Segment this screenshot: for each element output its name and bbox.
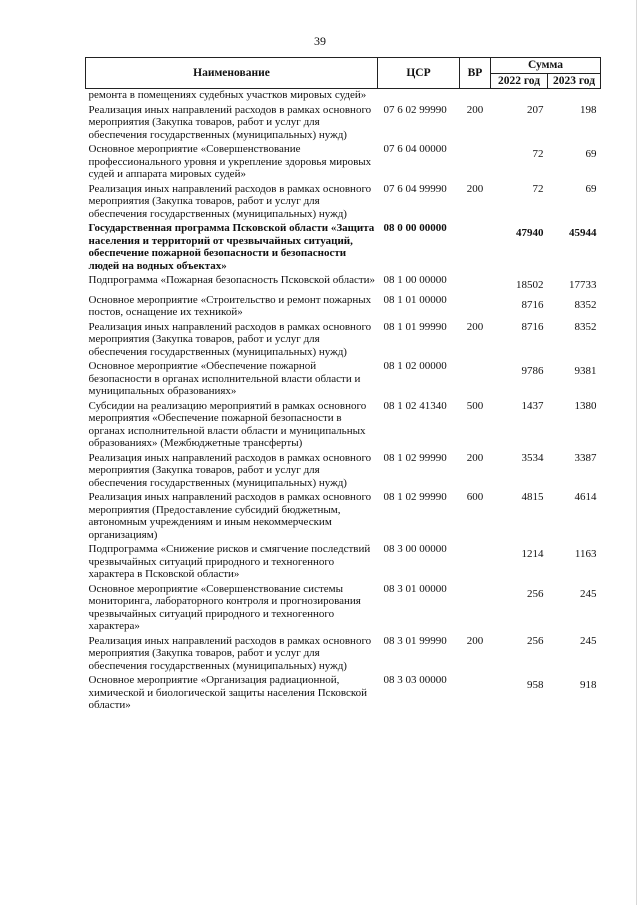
page-number: 39 [314,34,326,48]
row-name: Субсидии на реализацию мероприятий в рамках основного мероприятия «Обеспечение пожарной безопасности в органах исполнительной власти области и муниципальных образованиях» (Межбюджетные трансферты) [88,399,367,449]
row-csr: 08 3 01 99990 [383,634,447,647]
row-vr: 200 [466,634,484,647]
header-year-2022: 2022 год [491,73,548,89]
row-csr: 08 1 02 41340 [383,399,447,412]
row-name: Реализация иных направлений расходов в рамках основного мероприятия (Закупка товаров, работ и услуг для обеспечения государственных (муниципальных) нужд) [88,182,372,220]
row-sum-2022 [491,89,548,104]
header-year-2023: 2023 год [548,73,601,89]
budget-table [85,57,601,714]
row-sum-2023: 8352 [574,320,597,333]
table-body [86,89,601,714]
header-csr: ЦСР [378,58,460,89]
table-row [86,321,601,361]
row-sum-2023: 69 [585,182,597,195]
row-name: Реализация иных направлений расходов в рамках основного мероприятия (Закупка товаров, работ и услуг для обеспечения государственных (муниципальных) нужд) [88,103,372,141]
table-row [86,400,601,452]
row-csr: 08 1 02 99990 [383,491,447,503]
row-sum-2023: 69 [585,148,597,160]
row-sum-2023: 17733 [569,279,597,291]
table-row [86,274,601,294]
row-csr: 08 1 00 00000 [383,274,447,286]
row-vr [460,89,491,104]
table-row [86,104,601,144]
row-vr: 200 [466,103,484,116]
row-sum-2022: 256 [527,587,544,600]
row-name: Реализация иных направлений расходов в рамках основного мероприятия (Закупка товаров, работ и услуг для обеспечения государственных (муниципальных) нужд) [88,320,372,358]
row-vr [460,274,491,294]
table-row [86,294,601,321]
table-row [86,452,601,492]
row-vr: 200 [466,451,484,464]
table-row [86,222,601,274]
row-sum-2023: 1163 [574,548,597,560]
row-sum-2023: 8352 [574,298,597,311]
row-vr: 600 [466,491,484,503]
table-row [86,143,601,183]
row-vr: 200 [466,320,484,333]
table-row [86,583,601,635]
row-sum-2022: 72 [532,148,544,160]
row-vr [460,143,491,183]
row-sum-2022: 3534 [521,451,544,464]
row-sum-2023: 3387 [574,451,597,464]
row-csr: 08 1 01 99990 [383,320,447,333]
row-sum-2022: 958 [527,679,544,691]
row-name: Основное мероприятие «Обеспечение пожарной безопасности в органах исполнительной власти области и муниципальных образованиях» [88,360,361,397]
row-sum-2022: 8716 [521,298,544,311]
row-csr: 08 3 00 00000 [383,543,447,555]
row-vr [460,543,491,583]
row-csr: 08 3 01 00000 [383,582,447,595]
row-csr [378,89,460,104]
row-csr: 07 6 04 00000 [383,143,447,155]
row-sum-2023: 198 [580,103,597,116]
row-sum-2022: 18502 [516,279,544,291]
row-name: Основное мероприятие «Строительство и ремонт пожарных постов, оснащение их техникой» [88,293,372,318]
row-name: Основное мероприятие «Совершенствование системы мониторинга, лабораторного контроля и прогнозирования чрезвычайных ситуаций природного и техногенного характера» [88,582,361,632]
row-sum-2022: 8716 [521,320,544,333]
header-name: Наименование [86,58,378,89]
row-csr: 08 1 02 00000 [383,360,447,372]
table-row [86,543,601,583]
row-name: Государственная программа Псковской области «Защита населения и территорий от чрезвычайных ситуаций, обеспечение пожарной безопасности и безопасности людей на водных объектах» [88,222,375,272]
row-name: Реализация иных направлений расходов в рамках основного мероприятия (Предоставление субсидий бюджетным, автономным учреждениям и иным некоммерческим организациям) [88,491,372,541]
row-sum-2022: 207 [527,103,544,116]
row-name: Основное мероприятие «Совершенствование профессионального уровня и укрепление здоровья мировых судей и аппарата мировых судей» [88,143,372,180]
row-vr [460,294,491,321]
row-sum-2023: 245 [580,634,597,647]
table-row [86,491,601,543]
row-sum-2022: 9786 [521,365,544,377]
row-csr: 08 0 00 00000 [383,222,447,234]
row-vr [460,360,491,400]
row-name: Подпрограмма «Пожарная безопасность Псковской области» [88,274,376,286]
row-name: Основное мероприятие «Организация радиационной, химической и биологической защиты населения Псковской области» [88,674,368,711]
row-csr: 08 1 01 00000 [383,293,447,306]
row-sum-2022: 47940 [516,227,544,239]
table-row [86,360,601,400]
row-vr: 200 [466,182,484,195]
row-csr: 08 1 02 99990 [383,451,447,464]
row-vr [460,583,491,635]
header-vr: ВР [460,58,491,89]
row-name: ремонта в помещениях судебных участков мировых судей» [88,89,367,101]
row-sum-2022: 256 [527,634,544,647]
row-sum-2023: 245 [580,587,597,600]
row-name: Реализация иных направлений расходов в рамках основного мероприятия (Закупка товаров, работ и услуг для обеспечения государственных (муниципальных) нужд) [88,451,372,489]
row-sum-2022: 1214 [521,548,544,560]
row-sum-2023 [548,89,601,104]
row-sum-2022: 1437 [521,399,544,412]
table-row [86,674,601,714]
header-sum: Сумма [491,58,601,74]
row-sum-2023: 918 [580,679,597,691]
table-row [86,89,601,104]
row-sum-2023: 45944 [569,227,597,239]
row-name: Реализация иных направлений расходов в рамках основного мероприятия (Закупка товаров, работ и услуг для обеспечения государственных (муниципальных) нужд) [88,634,372,672]
row-csr: 07 6 04 99990 [383,182,447,195]
row-sum-2023: 1380 [574,399,597,412]
row-sum-2023: 9381 [574,365,597,377]
row-csr: 07 6 02 99990 [383,103,447,116]
row-sum-2022: 4815 [521,491,544,503]
row-csr: 08 3 03 00000 [383,674,447,686]
table-header [86,58,601,89]
row-vr [460,222,491,274]
row-sum-2023: 4614 [574,491,597,503]
row-name: Подпрограмма «Снижение рисков и смягчение последствий чрезвычайных ситуаций природного и техногенного характера в Псковской области» [88,543,371,580]
table-row [86,635,601,675]
scan-edge-line [636,0,637,905]
row-sum-2022: 72 [532,182,544,195]
row-vr: 500 [466,399,484,412]
row-vr [460,674,491,714]
table-row [86,183,601,223]
